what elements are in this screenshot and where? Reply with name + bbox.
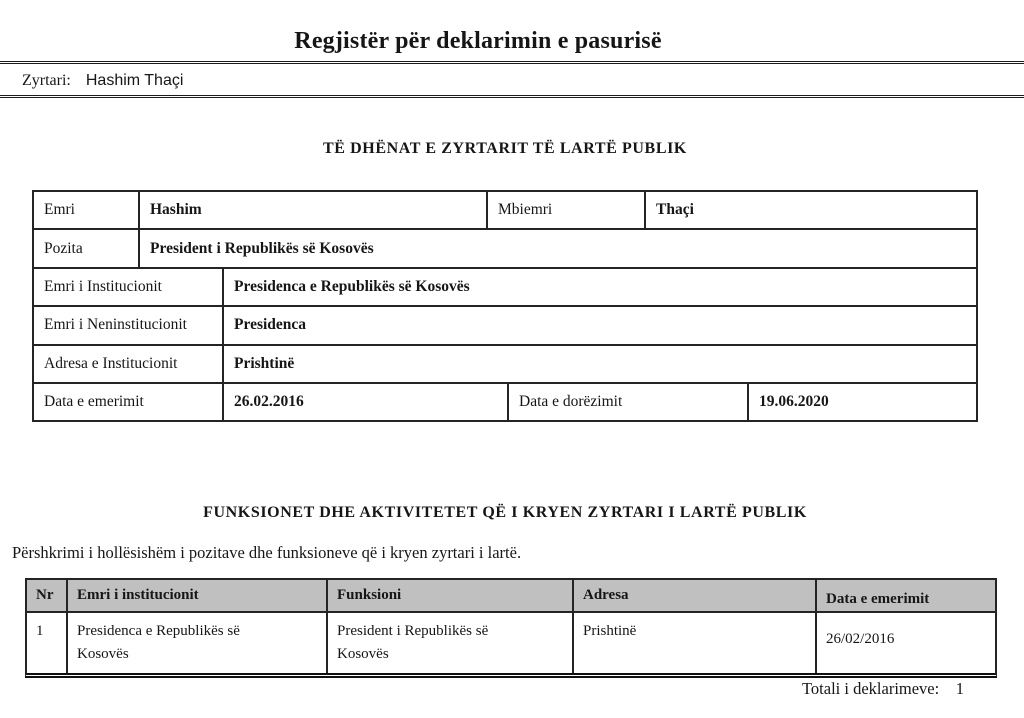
submission-date-value-cell: 19.06.2020 [759,393,829,411]
officer-table-row-subinstitution [34,307,976,345]
total-label: Totali i deklarimeve: [802,679,940,698]
officer-row [22,72,183,90]
officer-table-row-address [34,346,976,384]
subinstitution-label-cell: Emri i Neninstitucionit [34,307,224,343]
functions-table-row [27,613,995,673]
cell-address: Prishtinë [574,613,817,673]
first-name-value-cell: Hashim [140,192,488,228]
first-name-label-cell: Emri [34,192,140,228]
officer-label: Zyrtari: [22,72,71,89]
subinstitution-value-cell: Presidenca [234,316,307,334]
officer-table-row-position [34,230,976,268]
total-declarations-row [802,679,964,699]
officer-divider [0,95,1024,98]
officer-name: Hashim Thaçi [85,72,184,89]
title-divider [0,61,1024,64]
section-heading-officer-data: TË DHËNAT E ZYRTARIT TË LARTË PUBLIK [323,140,687,157]
functions-description: Përshkrimi i hollësishëm i pozitave dhe funksioneve që i kryen zyrtari i lartë. [12,543,522,562]
cell-institution [68,613,328,673]
page-title: Regjistër për deklarimin e pasurisë [294,28,662,54]
officer-table-row-name [34,192,976,230]
last-name-value-cell: Thaçi [656,201,694,219]
column-header-nr: Nr [27,580,68,611]
institution-label-cell: Emri i Institucionit [34,269,224,305]
cell-function [328,613,574,673]
address-label-cell: Adresa e Institucionit [34,346,224,382]
functions-table-header-row [27,580,995,613]
position-label-cell: Pozita [34,230,140,266]
column-header-date: Data e emerimit [826,591,930,607]
appointment-date-value-cell: 26.02.2016 [224,384,509,420]
cell-function-text: President i Republikës së Kosovës [337,623,489,663]
cell-nr: 1 [27,613,68,673]
section-heading-functions: FUNKSIONET DHE AKTIVITETET QË I KRYEN ZYRTARI I LARTË PUBLIK [203,504,807,521]
functions-table [25,578,997,678]
total-value: 1 [955,679,964,698]
cell-date: 26/02/2016 [826,631,895,647]
position-value-cell: President i Republikës së Kosovës [150,239,374,257]
appointment-date-label-cell: Data e emerimit [34,384,224,420]
officer-table [32,190,978,422]
column-header-function: Funksioni [328,580,574,611]
cell-institution-text: Presidenca e Republikës së Kosovës [77,623,240,663]
last-name-label-cell: Mbiemri [488,192,646,228]
column-header-address: Adresa [574,580,817,611]
institution-value-cell: Presidenca e Republikës së Kosovës [234,277,470,295]
address-value-cell: Prishtinë [234,354,295,372]
officer-table-row-dates [34,384,976,420]
column-header-institution: Emri i institucionit [68,580,328,611]
submission-date-label-cell: Data e dorëzimit [509,384,749,420]
officer-table-row-institution [34,269,976,307]
